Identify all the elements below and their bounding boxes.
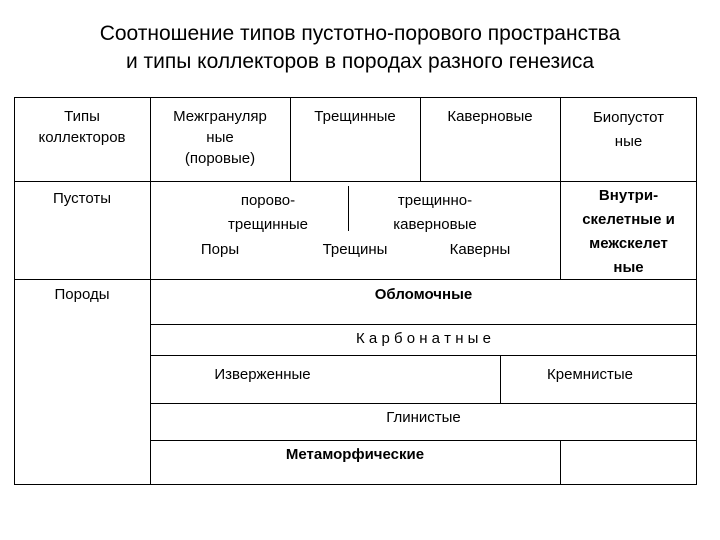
col-divider-metamorphic (560, 440, 561, 485)
title-line-2: и типы коллекторов в породах разного генезиса (125, 50, 595, 73)
row-divider-clay (150, 440, 697, 441)
rocks-igneous: Изверженные (214, 366, 311, 383)
rocks-label: Породы (54, 286, 110, 303)
diagram-title (0, 20, 720, 76)
rocks-clastic: Обломочные (374, 286, 473, 303)
header-collector-types: Типы коллекторов (38, 108, 126, 146)
voids-caverns: Каверны (449, 241, 511, 258)
voids-pore-fracture: порово- трещинные (228, 192, 308, 233)
rocks-carbonate: К а р б о н а т н ы е (356, 330, 491, 347)
row-divider-clastic (150, 324, 697, 325)
voids-fracture-cavern: трещинно- каверновые (393, 192, 477, 233)
header-biovoid: Биопустот ные (592, 109, 665, 150)
header-cavernous: Каверновые (447, 108, 533, 125)
col-divider-igneous-siliceous (500, 355, 501, 403)
row-divider-carbonate (150, 355, 697, 356)
header-intergranular: Межгрануляр ные (поровые) (173, 108, 267, 167)
row-divider-igneous (150, 403, 697, 404)
voids-label: Пустоты (53, 190, 111, 207)
col-divider-mixed (348, 186, 349, 231)
row-divider-header (14, 181, 697, 182)
rocks-siliceous: Кремнистые (547, 366, 633, 383)
header-fractured: Трещинные (314, 108, 396, 125)
voids-fractures: Трещины (322, 241, 388, 258)
voids-pores: Поры (200, 241, 240, 258)
rocks-metamorphic: Метаморфические (285, 446, 425, 463)
voids-intraskeletal: Внутри- скелетные и межскелет ные (582, 187, 675, 276)
title-line-1: Соотношение типов пустотно-порового пространства (99, 22, 621, 45)
rocks-clay: Глинистые (386, 409, 461, 426)
